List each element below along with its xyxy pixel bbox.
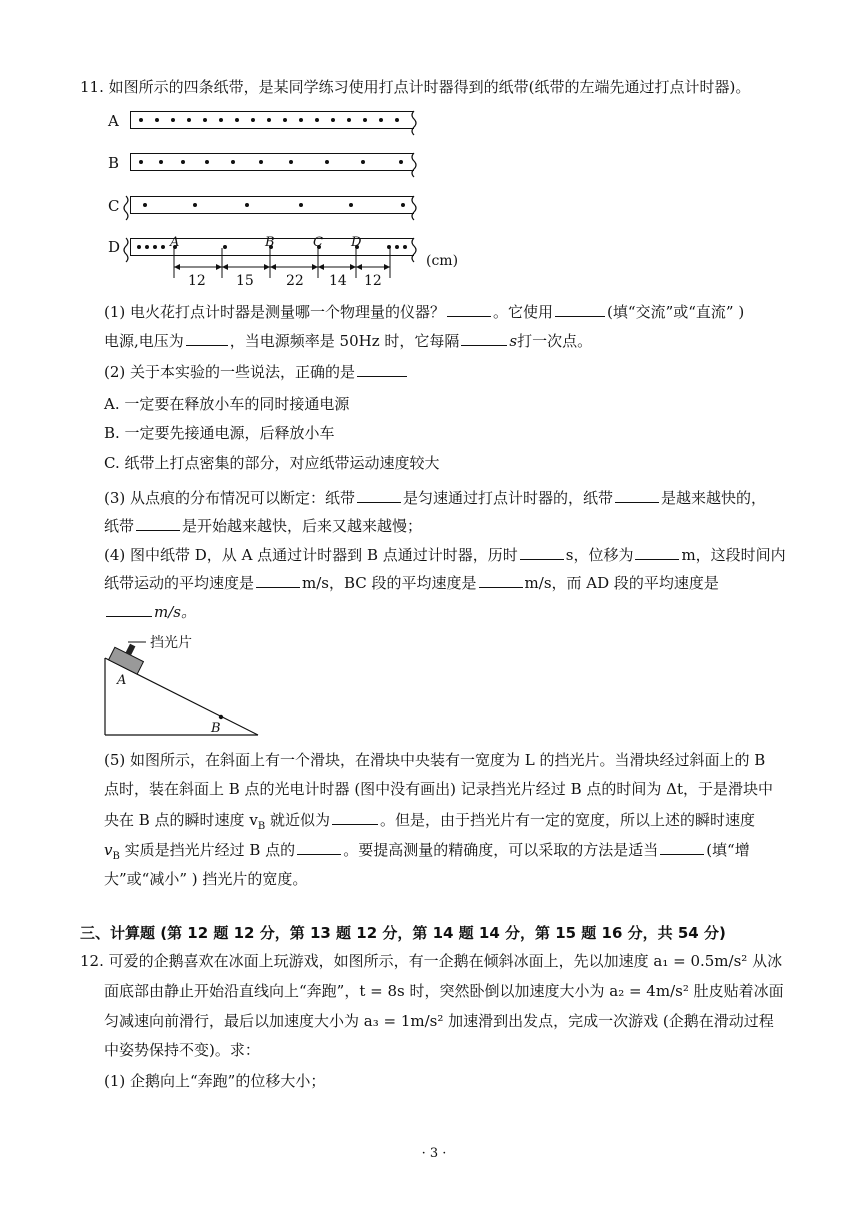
q11-part3-line2 <box>104 514 422 537</box>
answer-blank <box>136 514 180 531</box>
d-point-c: C <box>313 235 323 250</box>
q11-part4-line1 <box>104 543 786 566</box>
d-point-a: A <box>170 235 180 250</box>
q11-part5-line4 <box>104 838 750 868</box>
answer-blank <box>297 838 341 855</box>
q11-part1-line2 <box>104 329 592 352</box>
answer-blank <box>479 571 523 588</box>
text-fragment: 纸带 <box>104 517 135 535</box>
shutter-label: 挡光片 <box>150 635 192 651</box>
q11-part4-line2 <box>104 571 719 594</box>
text-fragment: m，这段时间内 <box>681 546 786 564</box>
segment-2: 15 <box>236 273 254 289</box>
text-fragment: 就近似为 <box>265 811 330 829</box>
d-point-d: D <box>351 235 362 250</box>
tape-label-a: A <box>108 112 119 130</box>
option-b: B. 一定要先接通电源，后释放小车 <box>104 424 335 442</box>
tape-svg <box>100 100 470 300</box>
answer-blank <box>555 300 605 317</box>
text-fragment: 电源,电压为 <box>104 332 184 350</box>
option-a: A. 一定要在释放小车的同时接通电源 <box>104 395 350 413</box>
tape-label-c: C <box>108 197 120 215</box>
tape-d-tear <box>412 238 416 262</box>
text-fragment: 是开始越来越快，后来又越来越慢； <box>182 517 423 535</box>
text-fragment: s <box>509 332 518 350</box>
text-fragment: v <box>104 841 113 859</box>
answer-blank <box>186 329 228 346</box>
q11-part5-line2: 点时，装在斜面上 B 点的光电计时器 (图中没有画出) 记录挡光片经过 B 点的时间为 Δt，于是滑块中 <box>104 780 773 798</box>
text-fragment: (4) 图中纸带 D，从 A 点通过计时器到 B 点通过计时器，历时 <box>104 546 518 564</box>
segment-3: 22 <box>286 273 304 289</box>
answer-blank <box>357 360 407 377</box>
incline-point-a: A <box>117 673 127 688</box>
section3-heading: 三、计算题 (第 12 题 12 分，第 13 题 12 分，第 14 题 14 分，第 15 题 16 分，共 54 分) <box>80 924 726 942</box>
answer-blank <box>332 808 378 825</box>
answer-blank <box>615 486 659 503</box>
answer-blank <box>357 486 401 503</box>
text-fragment: 。要提高测量的精确度，可以采取的方法是适当 <box>343 841 659 859</box>
page-number: · 3 · <box>421 1146 447 1161</box>
incline-point-b: B <box>211 721 221 736</box>
q11-part5-line1: (5) 如图所示，在斜面上有一个滑块，在滑块中央装有一宽度为 L 的挡光片。当滑块经过斜面上的 B <box>104 751 766 769</box>
tape-label-b: B <box>108 154 120 172</box>
q12-part1: (1) 企鹅向上“奔跑”的位移大小； <box>104 1072 326 1090</box>
tape-c-tear <box>412 196 416 220</box>
slider-block <box>109 638 148 674</box>
answer-blank <box>447 300 491 317</box>
text-fragment: 纸带运动的平均速度是 <box>104 574 255 592</box>
q11-part1-line1 <box>104 300 744 323</box>
answer-blank <box>461 329 507 346</box>
text-fragment: B <box>112 851 120 862</box>
segment-5: 12 <box>364 273 382 289</box>
text-fragment: 实质是挡光片经过 B 点的 <box>119 841 296 859</box>
tape-a-tear <box>412 111 416 135</box>
text-fragment: m/s。 <box>154 603 196 621</box>
text-fragment: m/s，而 AD 段的平均速度是 <box>524 574 719 592</box>
q11-part2 <box>104 360 409 383</box>
text-fragment: 。它使用 <box>493 303 554 321</box>
q11-part5-line5: 大”或“减小” ) 挡光片的宽度。 <box>104 870 308 888</box>
unit-label: (cm) <box>426 253 459 269</box>
text-fragment: (填“增 <box>706 841 750 859</box>
text-fragment: ，当电源频率是 50Hz 时，它每隔 <box>229 332 460 350</box>
answer-blank <box>635 543 679 560</box>
q12-line3: 匀减速向前滑行，最后以加速度大小为 a₃ = 1m/s² 加速滑到出发点，完成一次游戏 (企鹅在滑动过程 <box>104 1012 774 1030</box>
answer-blank <box>660 838 704 855</box>
tape-label-d: D <box>108 238 121 256</box>
text-fragment: 。但是，由于挡光片有一定的宽度，所以上述的瞬时速度 <box>379 811 755 829</box>
incline-figure <box>100 630 300 742</box>
q11-part5-line3 <box>104 808 755 838</box>
option-c: C. 纸带上打点密集的部分，对应纸带运动速度较大 <box>104 454 440 472</box>
q11-stem: 11. 如图所示的四条纸带，是某同学练习使用打点计时器得到的纸带(纸带的左端先通过打点计时器)。 <box>80 78 751 96</box>
text-fragment: 打一次点。 <box>517 332 593 350</box>
q11-part3-line1 <box>104 486 766 509</box>
answer-blank <box>256 571 300 588</box>
segment-1: 12 <box>188 273 206 289</box>
text-fragment: 央在 B 点的瞬时速度 v <box>104 811 258 829</box>
q11-part4-line3 <box>104 600 196 623</box>
text-fragment: (1) 电火花打点计时器是测量哪一个物理量的仪器？ <box>104 303 446 321</box>
text-fragment: (填“交流”或“直流” ) <box>607 303 745 321</box>
text-fragment: B <box>257 821 266 832</box>
q12-line4: 中姿势保持不变)。求： <box>104 1041 260 1059</box>
answer-blank <box>106 600 152 617</box>
text-fragment: 是越来越快的， <box>661 489 767 507</box>
text-fragment: 是匀速通过打点计时器的，纸带 <box>403 489 614 507</box>
text-fragment: (2) 关于本实验的一些说法，正确的是 <box>104 363 356 381</box>
q12-line2: 面底部由静止开始沿直线向上“奔跑”，t = 8s 时，突然卧倒以加速度大小为 a₂ = 4m/s² 肚皮贴着冰面 <box>104 982 784 1000</box>
text-fragment: s，位移为 <box>565 546 634 564</box>
d-point-b: B <box>265 235 275 250</box>
q12-line1: 12. 可爱的企鹅喜欢在冰面上玩游戏，如图所示，有一企鹅在倾斜冰面上，先以加速度 a₁ = 0.5m/s² 从冰 <box>80 952 783 970</box>
tape-b-tear <box>412 153 416 177</box>
segment-4: 14 <box>329 273 347 289</box>
text-fragment: m/s，BC 段的平均速度是 <box>302 574 477 592</box>
answer-blank <box>520 543 564 560</box>
text-fragment: (3) 从点痕的分布情况可以断定：纸带 <box>104 489 356 507</box>
